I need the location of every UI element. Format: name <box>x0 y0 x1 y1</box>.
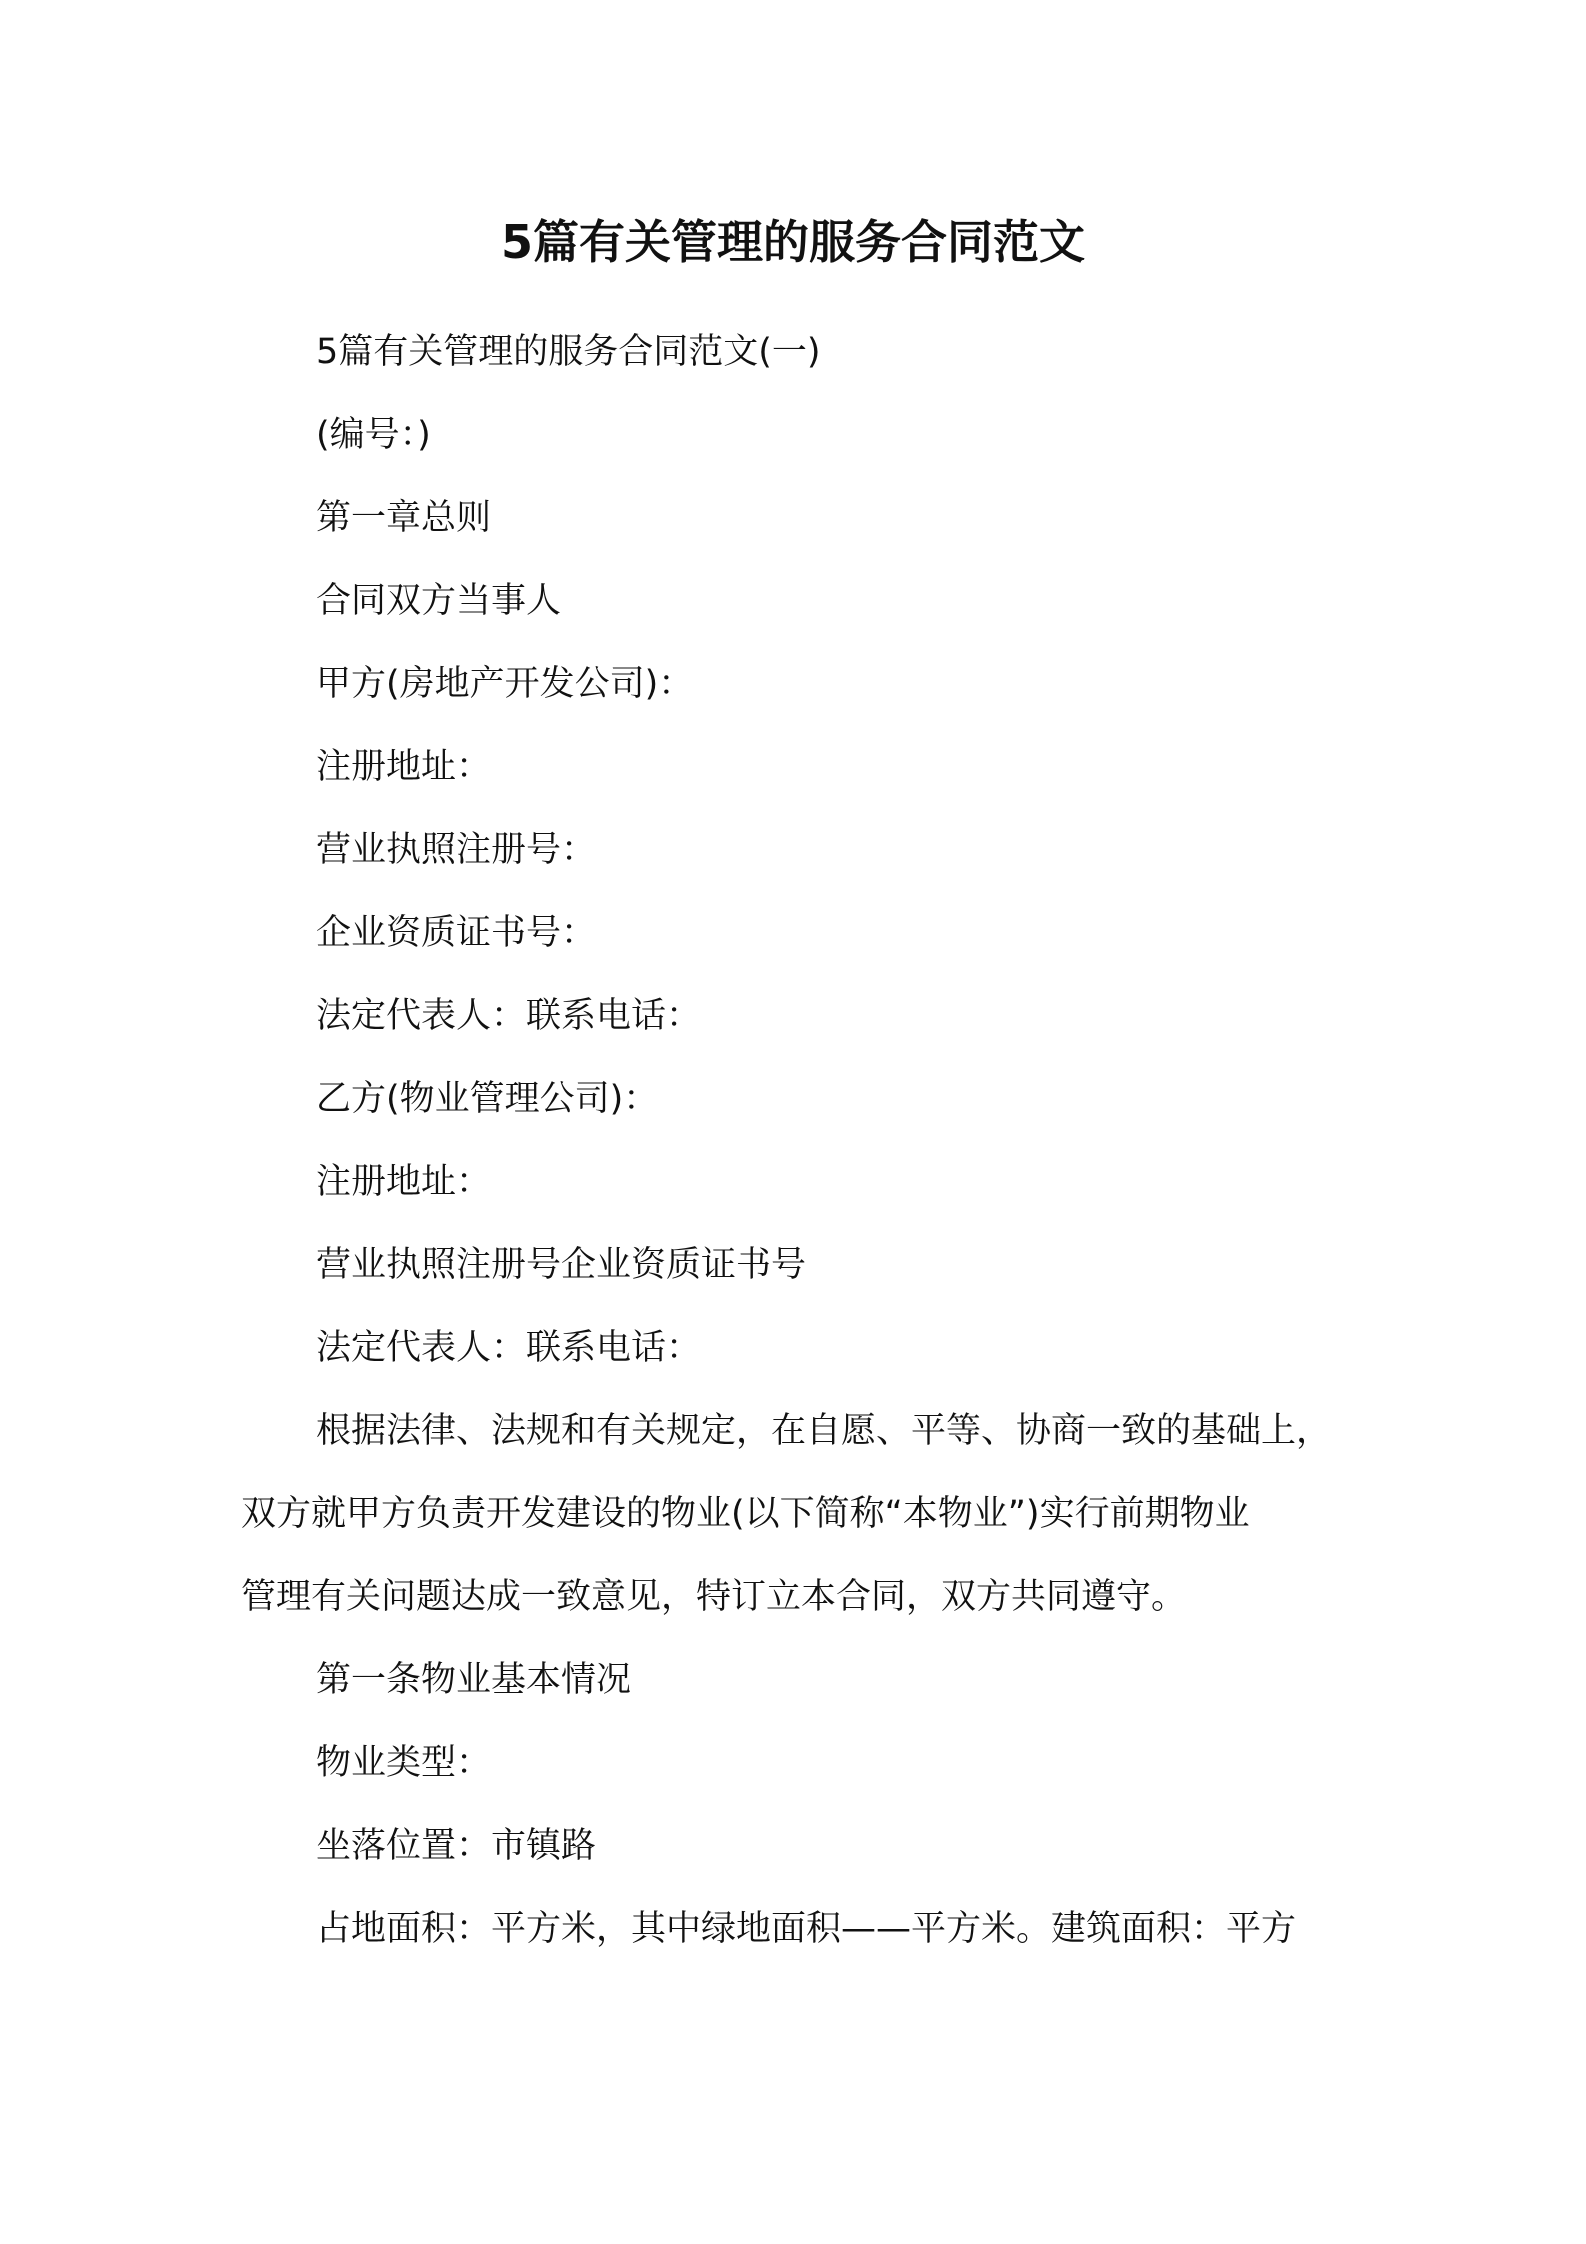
article-heading: 第一条物业基本情况 <box>316 1660 632 1700</box>
party-b-license-line: 营业执照注册号企业资质证书号 <box>316 1245 807 1285</box>
property-type-line: 物业类型： <box>316 1743 492 1783</box>
party-b-line: 乙方(物业管理公司)： <box>316 1079 659 1119</box>
paragraph-line: 双方就甲方负责开发建设的物业(以下简称“本物业”)实行前期物业 <box>241 1494 1250 1534</box>
section-heading: 5篇有关管理的服务合同范文(一) <box>316 332 821 372</box>
party-a-certificate-line: 企业资质证书号： <box>316 913 597 953</box>
area-line: 占地面积：平方米，其中绿地面积——平方米。建筑面积：平方 <box>316 1909 1297 1949</box>
party-a-line: 甲方(房地产开发公司)： <box>316 664 694 704</box>
paragraph-line: 管理有关问题达成一致意见，特订立本合同，双方共同遵守。 <box>241 1577 1187 1617</box>
party-a-license-line: 营业执照注册号： <box>316 830 597 870</box>
chapter-heading: 第一章总则 <box>316 498 492 538</box>
location-line: 坐落位置：市镇路 <box>316 1826 597 1866</box>
party-a-representative-line: 法定代表人：联系电话： <box>316 996 702 1036</box>
parties-heading: 合同双方当事人 <box>316 581 562 621</box>
paragraph-line: 根据法律、法规和有关规定，在自愿、平等、协商一致的基础上， <box>316 1411 1332 1451</box>
party-a-address-line: 注册地址： <box>316 747 492 787</box>
party-b-address-line: 注册地址： <box>316 1162 492 1202</box>
party-b-representative-line: 法定代表人：联系电话： <box>316 1328 702 1368</box>
document-title: 5篇有关管理的服务合同范文 <box>500 215 1085 269</box>
contract-number-line: (编号：) <box>316 415 431 455</box>
